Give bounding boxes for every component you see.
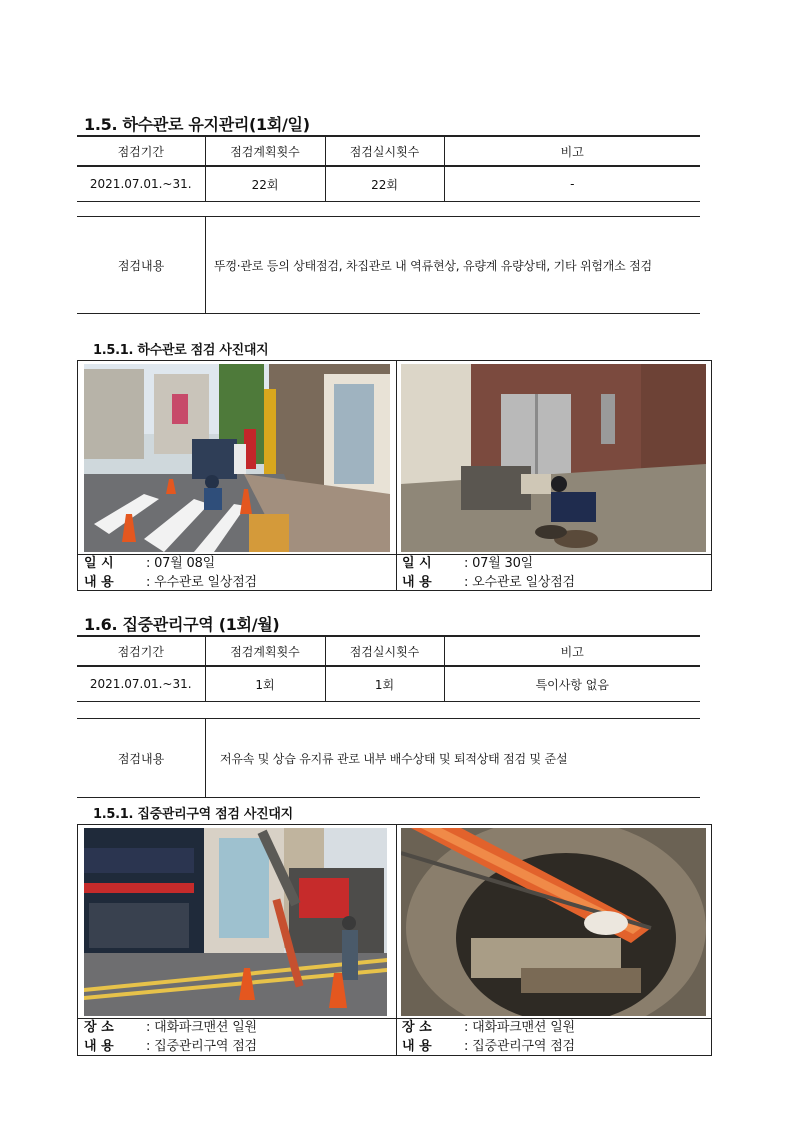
photo-image: [401, 828, 706, 1016]
cell-remarks: 특이사항 없음: [444, 666, 700, 702]
cell-planned: 1회: [205, 666, 325, 702]
cell-remarks: -: [444, 166, 700, 202]
caption-value-content: : 오수관로 일상점검: [464, 575, 575, 590]
photo-grid: [77, 360, 712, 591]
header-period: 점검기간: [77, 136, 205, 166]
caption-key-date: 일 시: [402, 556, 432, 571]
caption-value-content: : 집중관리구역 점검: [464, 1039, 575, 1054]
caption-key-location: 장 소: [84, 1020, 114, 1035]
inspection-table: [77, 635, 700, 702]
photo-manhole-building: [401, 364, 706, 552]
caption-value-date: : 07월 08일: [146, 556, 216, 571]
caption-key-content: 내 용: [402, 575, 432, 590]
photo-caption-4: [402, 1018, 707, 1056]
caption-key-location: 장 소: [402, 1020, 432, 1035]
section-title: 1.6. 집중관리구역 (1회/월): [84, 615, 280, 634]
caption-value-location: : 대화파크맨션 일원: [464, 1020, 575, 1035]
caption-key-date: 일 시: [84, 556, 114, 571]
cell-performed: 22회: [325, 166, 444, 202]
column-divider: [396, 825, 397, 1055]
photo-caption-2: [402, 554, 707, 592]
cell-period: 2021.07.01.~31.: [77, 166, 205, 202]
caption-value-location: : 대화파크맨션 일원: [146, 1020, 257, 1035]
caption-key-content: 내 용: [84, 575, 114, 590]
header-performed: 점검실시횟수: [325, 636, 444, 666]
header-remarks: 비고: [444, 136, 700, 166]
content-text: 뚜껑·관로 등의 상태점검, 차집관로 내 역류현상, 유량계 유량상태, 기타 위험개소 점검: [214, 258, 652, 273]
header-planned: 점검계획횟수: [205, 636, 325, 666]
content-text: 저유속 및 상습 유지류 관로 내부 배수상태 및 퇴적상태 점검 및 준설: [220, 751, 568, 766]
content-box: [77, 718, 700, 798]
header-performed: 점검실시횟수: [325, 136, 444, 166]
photo-vacuum-truck: [84, 828, 387, 1016]
inspection-table: [77, 135, 700, 202]
photo-caption-1: [84, 554, 394, 592]
photo-section-title: 1.5.1. 집중관리구역 점검 사진대지: [93, 807, 293, 822]
column-divider: [396, 361, 397, 590]
caption-value-content: : 집중관리구역 점검: [146, 1039, 257, 1054]
photo-image: [84, 364, 390, 552]
section-title: 1.5. 하수관로 유지관리(1회/일): [84, 115, 310, 134]
photo-image: [401, 364, 706, 552]
caption-key-content: 내 용: [84, 1039, 114, 1054]
cell-performed: 1회: [325, 666, 444, 702]
photo-hose-in-manhole: [401, 828, 706, 1016]
photo-caption-3: [84, 1018, 394, 1056]
cell-period: 2021.07.01.~31.: [77, 666, 205, 702]
photo-image: [84, 828, 387, 1016]
photo-street-inspection: [84, 364, 390, 552]
header-remarks: 비고: [444, 636, 700, 666]
content-label: 점검내용: [77, 217, 206, 313]
photo-grid: [77, 824, 712, 1056]
header-period: 점검기간: [77, 636, 205, 666]
caption-value-content: : 우수관로 일상점검: [146, 575, 257, 590]
header-planned: 점검계획횟수: [205, 136, 325, 166]
photo-section-title: 1.5.1. 하수관로 점검 사진대지: [93, 343, 269, 358]
content-label: 점검내용: [77, 719, 206, 797]
cell-planned: 22회: [205, 166, 325, 202]
caption-value-date: : 07월 30일: [464, 556, 534, 571]
content-box: [77, 216, 700, 314]
caption-key-content: 내 용: [402, 1039, 432, 1054]
